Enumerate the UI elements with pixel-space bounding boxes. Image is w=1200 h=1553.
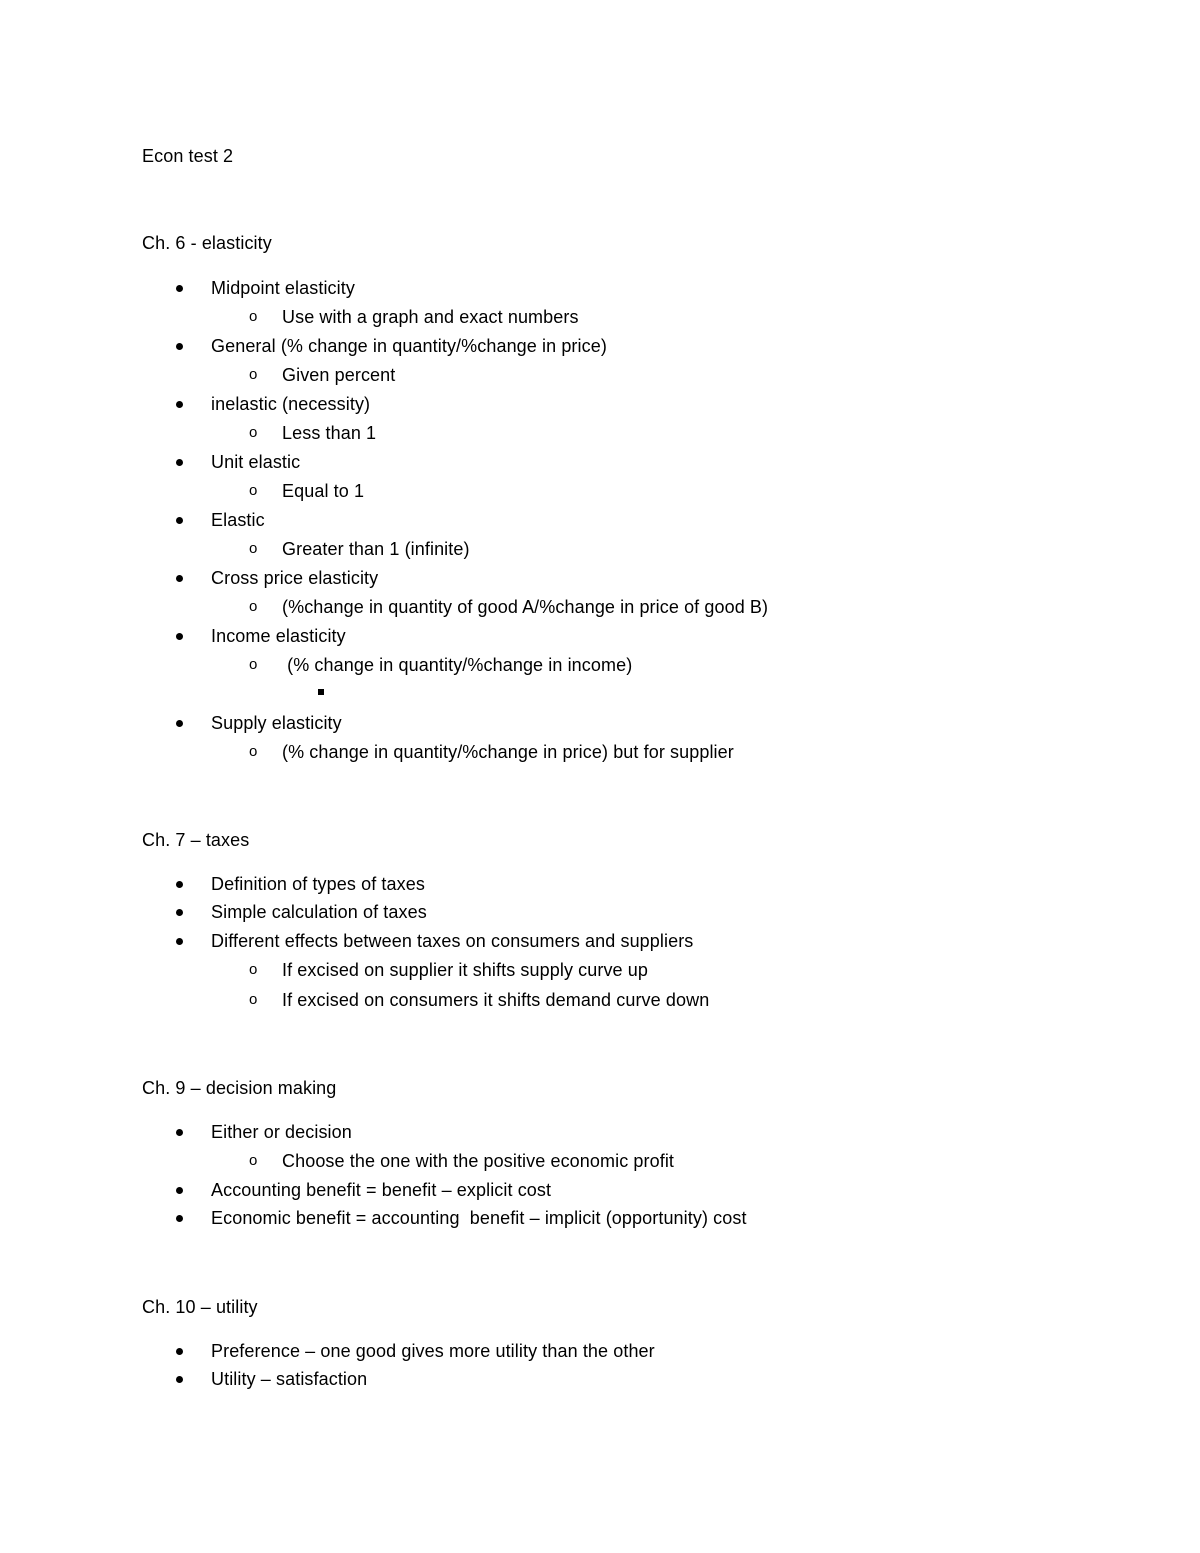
sub-bullet-marker: o [249,1152,258,1169]
bullet-dot [176,1376,183,1383]
list-item: Income elasticity [211,626,346,646]
list-item: Simple calculation of taxes [211,902,427,922]
bullet-dot [176,1348,183,1355]
list-item: Utility – satisfaction [211,1369,368,1389]
sub-list-item: (% change in quantity/%change in income) [282,655,633,675]
sub-list-item: Choose the one with the positive economic profit [282,1151,675,1171]
sub-bullet-marker: o [249,991,258,1008]
list-item: Unit elastic [211,452,301,472]
sub-list-item: Equal to 1 [282,481,365,501]
sub-list-item: Use with a graph and exact numbers [282,307,579,327]
section-heading: Ch. 6 - elasticity [142,233,272,253]
sub-sub-bullet-square [318,689,324,695]
bullet-dot [176,881,183,888]
sub-list-item: (% change in quantity/%change in price) but for supplier [282,742,734,762]
list-item: Different effects between taxes on consumers and suppliers [211,931,694,951]
sub-bullet-marker: o [249,366,258,383]
sub-bullet-marker: o [249,482,258,499]
list-item: inelastic (necessity) [211,394,371,414]
bullet-dot [176,720,183,727]
bullet-dot [176,285,183,292]
sub-bullet-marker: o [249,743,258,760]
list-item: General (% change in quantity/%change in price) [211,336,607,356]
sub-list-item: Less than 1 [282,423,377,443]
bullet-dot [176,575,183,582]
bullet-dot [176,459,183,466]
sub-list-item: Greater than 1 (infinite) [282,539,470,559]
bullet-dot [176,909,183,916]
bullet-dot [176,1129,183,1136]
sub-list-item: Given percent [282,365,396,385]
bullet-dot [176,1187,183,1194]
bullet-dot [176,401,183,408]
bullet-dot [176,1215,183,1222]
bullet-dot [176,343,183,350]
sub-bullet-marker: o [249,598,258,615]
bullet-dot [176,633,183,640]
sub-list-item: (%change in quantity of good A/%change in price of good B) [282,597,769,617]
sub-list-item: If excised on consumers it shifts demand curve down [282,990,710,1010]
list-item: Supply elasticity [211,713,342,733]
list-item: Accounting benefit = benefit – explicit cost [211,1180,552,1200]
list-item: Either or decision [211,1122,352,1142]
list-item: Preference – one good gives more utility than the other [211,1341,655,1361]
list-item: Definition of types of taxes [211,874,425,894]
sub-bullet-marker: o [249,308,258,325]
list-item: Midpoint elasticity [211,278,355,298]
list-item: Economic benefit = accounting benefit – implicit (opportunity) cost [211,1208,747,1228]
bullet-dot [176,517,183,524]
sub-bullet-marker: o [249,656,258,673]
bullet-dot [176,938,183,945]
section-heading: Ch. 9 – decision making [142,1078,337,1098]
list-item: Elastic [211,510,265,530]
list-item: Cross price elasticity [211,568,379,588]
section-heading: Ch. 7 – taxes [142,830,250,850]
sub-bullet-marker: o [249,424,258,441]
sub-bullet-marker: o [249,961,258,978]
document-title: Econ test 2 [142,146,234,166]
sub-list-item: If excised on supplier it shifts supply curve up [282,960,648,980]
sub-bullet-marker: o [249,540,258,557]
section-heading: Ch. 10 – utility [142,1297,258,1317]
